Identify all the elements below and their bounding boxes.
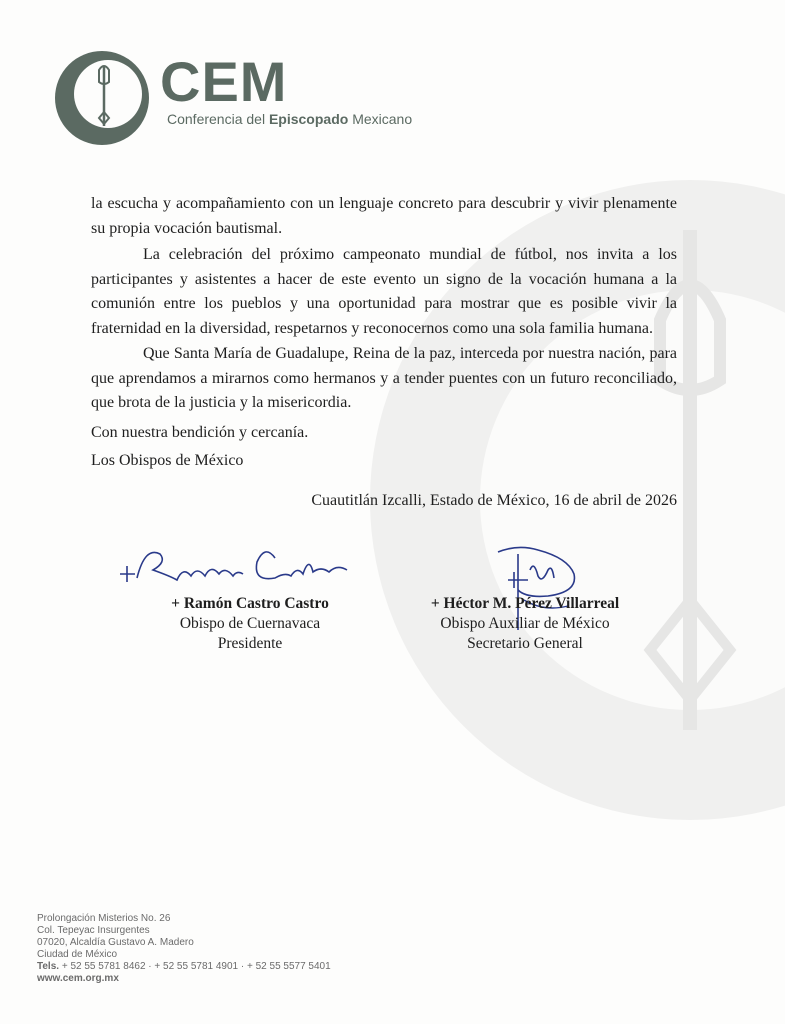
- address-line: Col. Tepeyac Insurgentes: [37, 925, 150, 936]
- phone-label: Tels.: [37, 961, 60, 972]
- paragraph-2-text: La celebración del próximo campeonato mundial de fútbol, nos invita a los participantes y asistentes a hacer de este evento un signo de la vocación humana a la comunión entre los pueblos y una oportunidad para mostrar que es posible vivir la fraternidad en la diversidad, respetarnos y reconocernos como una sola familia humana.: [91, 246, 677, 337]
- phone-numbers: + 52 55 5781 8462 · + 52 55 5781 4901 · + 52 55 5577 5401: [61, 961, 331, 972]
- sender-line-text: Los Obispos de México: [91, 452, 244, 469]
- subtitle-bold: Episcopado: [268, 111, 349, 127]
- subtitle-pre: Conferencia del: [167, 111, 266, 127]
- signature-ramon-castro: [115, 536, 365, 596]
- paragraph-2: [91, 243, 677, 341]
- signer-title: Presidente: [217, 635, 283, 652]
- signer-name: + Ramón Castro Castro: [171, 595, 329, 612]
- subtitle-post: Mexicano: [352, 111, 413, 127]
- cem-logo-icon: [52, 48, 152, 148]
- address-line: Prolongación Misterios No. 26: [37, 913, 171, 924]
- website-link[interactable]: www.cem.org.mx: [37, 973, 119, 984]
- address-line: 07020, Alcaldía Gustavo A. Madero: [37, 937, 194, 948]
- signer-role: Obispo de Cuernavaca: [179, 615, 321, 632]
- logo-title: CEM: [160, 50, 288, 113]
- signature-block-secretario: [400, 594, 650, 654]
- closing-line: [91, 421, 677, 446]
- date-line: Cuautitlán Izcalli, Estado de México, 16 de abril de 2026: [311, 492, 677, 509]
- signer-title: Secretario General: [467, 635, 583, 652]
- paragraph-3-text: Que Santa María de Guadalupe, Reina de la paz, interceda por nuestra nación, para que aprendamos a mirarnos como hermanos y a tender puentes con un futuro reconciliado, que brota de la justicia y la misericordia.: [91, 345, 677, 411]
- signer-role: Obispo Auxiliar de México: [440, 615, 610, 632]
- signer-name: + Héctor M. Pérez Villarreal: [430, 595, 620, 612]
- closing-line-text: Con nuestra bendición y cercanía.: [91, 424, 309, 441]
- paragraph-3: [91, 342, 677, 416]
- sender-line: [91, 449, 677, 474]
- logo-subtitle: [167, 111, 412, 127]
- paragraph-1: [91, 192, 677, 241]
- footer-contact: [37, 913, 331, 985]
- paragraph-1-text: la escucha y acompañamiento con un lenguaje concreto para descubrir y vivir plenamente su propia vocación bautismal.: [91, 195, 677, 237]
- phone-line: [37, 961, 331, 973]
- signature-block-presidente: [130, 594, 370, 654]
- address-line: Ciudad de México: [37, 949, 118, 960]
